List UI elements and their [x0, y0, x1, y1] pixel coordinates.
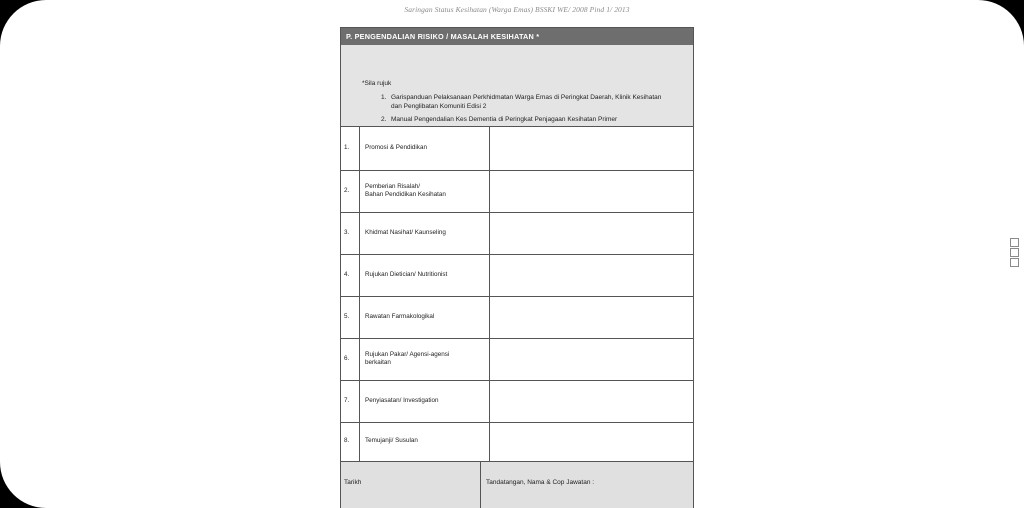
signature-field-label: Tandatangan, Nama & Cop Jawatan : — [486, 478, 595, 486]
action-items-table — [341, 127, 693, 462]
item-label — [360, 254, 490, 296]
reference-1-line2: dan Penglibatan Komuniti Edisi 2 — [391, 103, 487, 110]
item-label — [360, 212, 490, 254]
item-number: 5. — [341, 296, 360, 338]
item-answer-field[interactable] — [490, 127, 694, 170]
reference-2-line1: Manual Pengendalian Kes Dementia di Peringkat Penjagaan Kesihatan Primer — [391, 116, 618, 123]
item-number: 4. — [341, 254, 360, 296]
section-title: P. PENGENDALIAN RISIKO / MASALAH KESIHATAN * — [341, 28, 693, 45]
item-number: 1. — [341, 127, 360, 170]
item-number: 8. — [341, 422, 360, 461]
item-label — [360, 296, 490, 338]
thumbnail-square — [1010, 238, 1019, 247]
item-label-line2: Bahan Pendidikan Kesihatan — [365, 191, 446, 198]
item-label-line1: Temujanji/ Susulan — [365, 437, 418, 445]
item-number: 2. — [341, 170, 360, 212]
reference-1-number: 1. — [381, 94, 387, 101]
item-number: 3. — [341, 212, 360, 254]
item-number: 6. — [341, 338, 360, 380]
thumbnail-square — [1010, 258, 1019, 267]
table-row — [341, 380, 693, 422]
item-answer-field[interactable] — [490, 170, 694, 212]
item-label-line2: berkaitan — [365, 359, 391, 366]
item-answer-field[interactable] — [490, 380, 694, 422]
item-answer-field[interactable] — [490, 212, 694, 254]
item-answer-field[interactable] — [490, 296, 694, 338]
reference-1-line1: Garispanduan Pelaksanaan Perkhidmatan Warga Emas di Peringkat Daerah, Klinik Kesihatan — [391, 94, 662, 101]
table-row — [341, 338, 693, 380]
table-row — [341, 254, 693, 296]
item-label — [360, 380, 490, 422]
table-row — [341, 170, 693, 212]
thumbnail-square — [1010, 248, 1019, 257]
item-label — [360, 170, 490, 212]
running-header: Saringan Status Kesihatan (Warga Emas) BSSKI WE/ 2008 Pind 1/ 2013 — [404, 5, 630, 14]
item-answer-field[interactable] — [490, 338, 694, 380]
item-label — [360, 338, 490, 380]
item-answer-field[interactable] — [490, 422, 694, 461]
reference-notes — [341, 45, 693, 127]
item-label — [360, 422, 490, 461]
table-row — [341, 127, 693, 170]
reference-1 — [381, 93, 661, 111]
item-label-line1: Rawatan Farmakologikal — [365, 312, 435, 320]
item-label — [360, 127, 490, 170]
page-thumbnails-icon[interactable] — [1010, 238, 1019, 268]
table-row — [341, 296, 693, 338]
risk-management-form — [340, 27, 694, 508]
table-row — [341, 422, 693, 461]
item-number: 7. — [341, 380, 360, 422]
item-label-line1: Promosi & Pendidikan — [365, 144, 427, 151]
table-row — [341, 212, 693, 254]
item-label-line1: Pemberian Risalah/ — [365, 182, 420, 190]
form-footer — [341, 462, 693, 508]
reference-2-number: 2. — [381, 116, 387, 123]
item-label-line1: Rujukan Pakar/ Agensi-agensi — [365, 350, 450, 358]
item-label-line1: Penyiasatan/ Investigation — [365, 396, 439, 404]
item-label-line1: Khidmat Nasihat/ Kaunseling — [365, 228, 446, 236]
date-field-label: Tarikh — [344, 478, 362, 486]
item-answer-field[interactable] — [490, 254, 694, 296]
notes-lead: *Sila rujuk — [362, 80, 392, 87]
reference-2 — [381, 116, 617, 123]
footer-divider — [480, 462, 481, 508]
item-label-line1: Rujukan Dietician/ Nutritionist — [365, 270, 448, 278]
